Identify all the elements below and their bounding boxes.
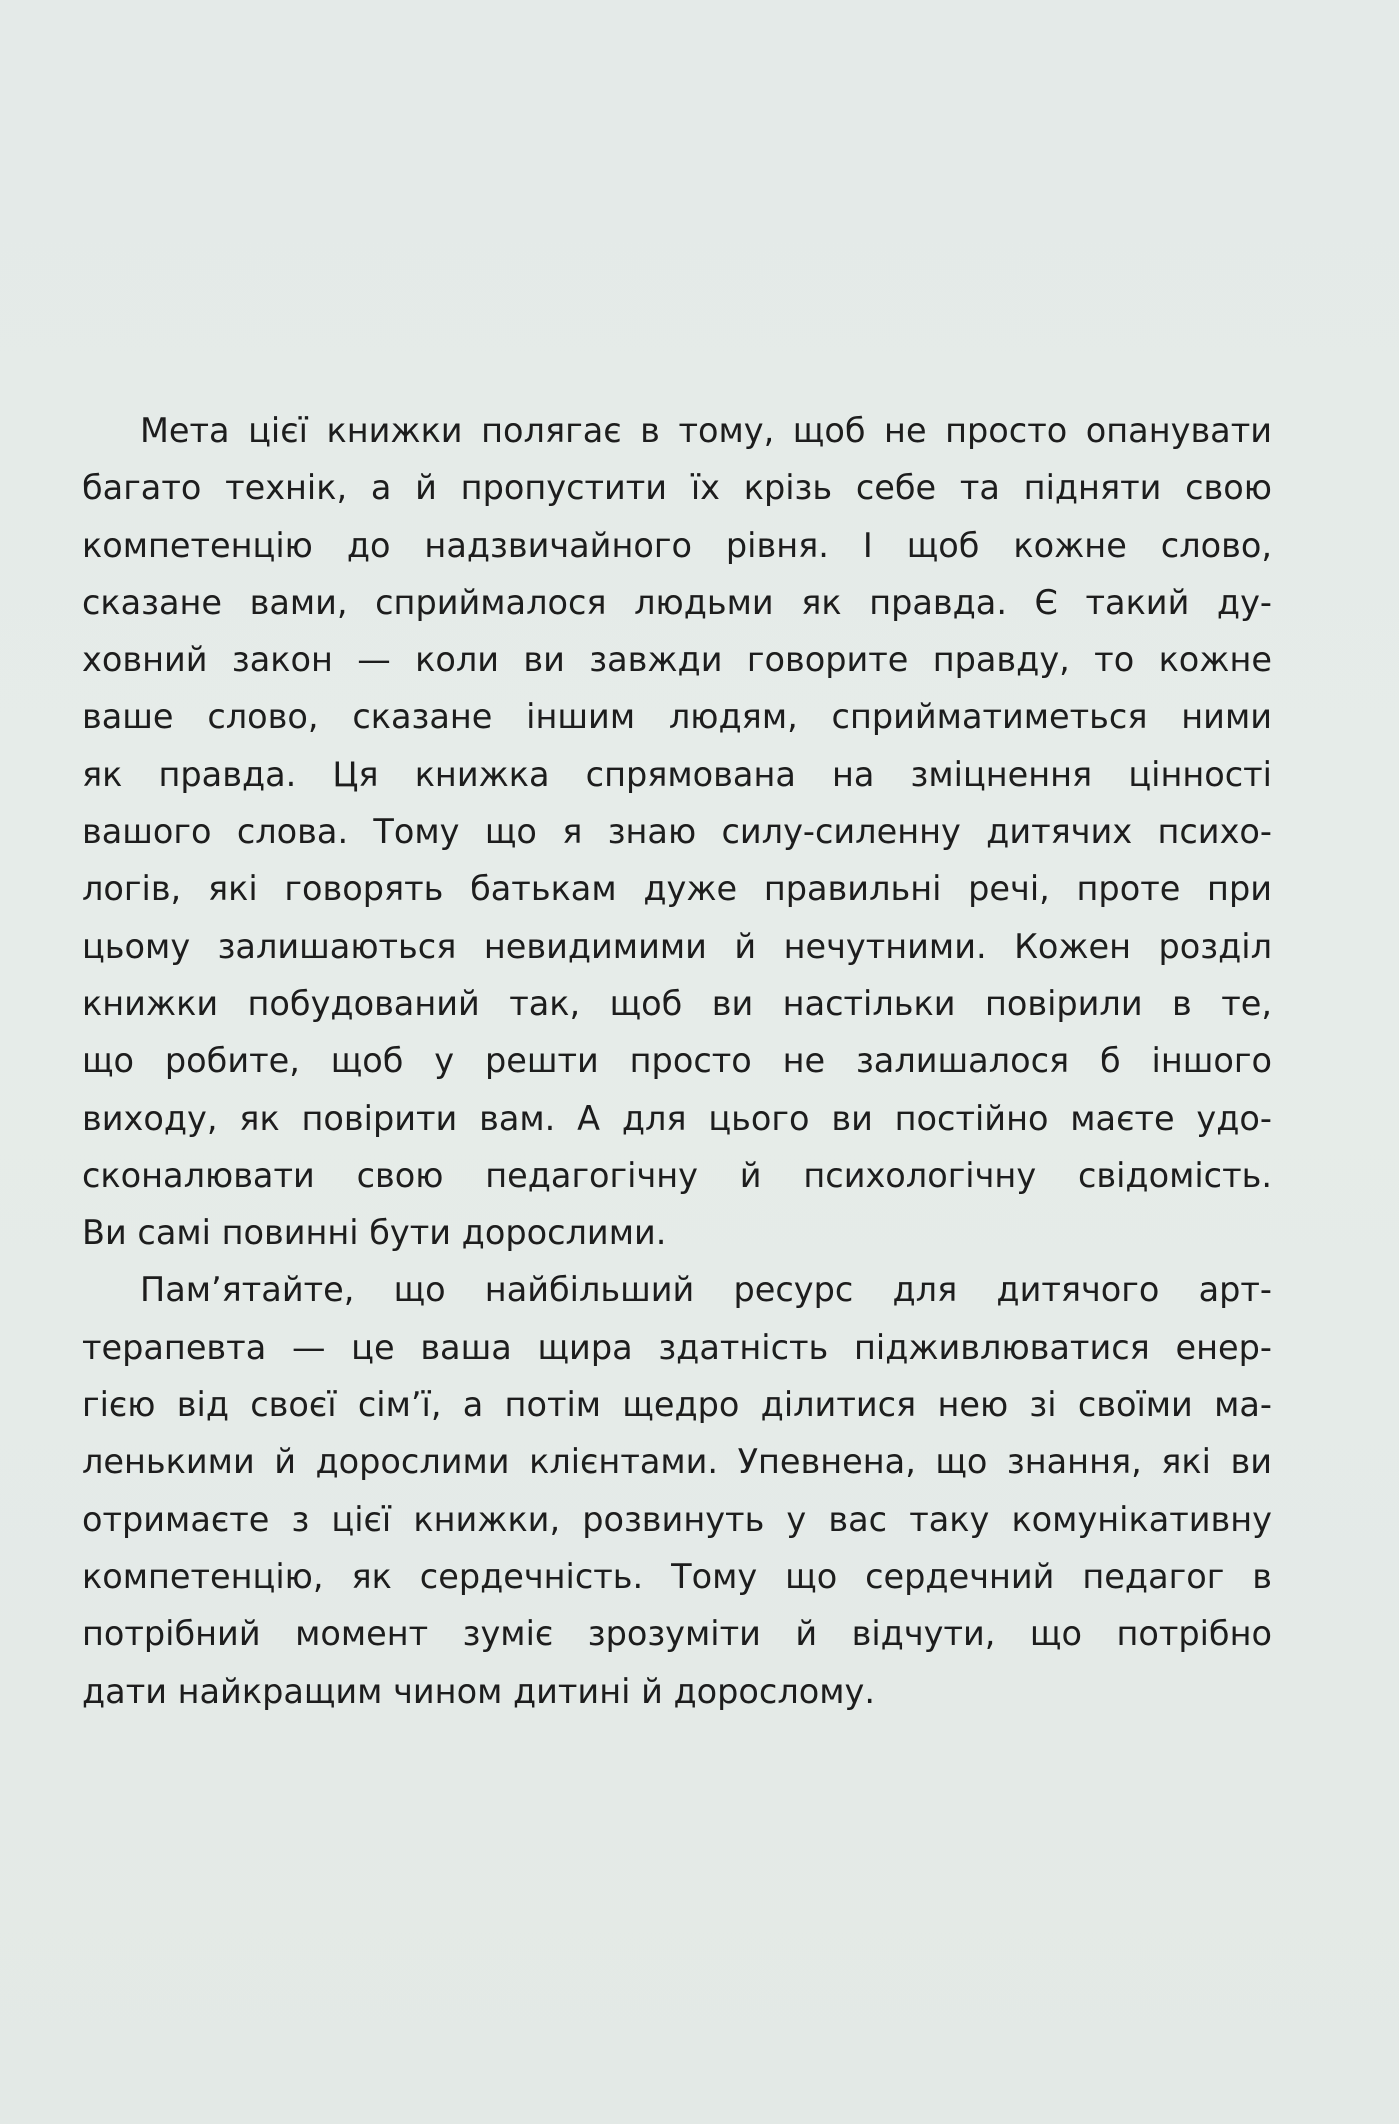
text-line: ховний закон — коли ви завжди говорите правду, то кожне bbox=[82, 640, 1272, 680]
text-line: багато технік, а й пропустити їх крізь себе та підняти свою bbox=[82, 468, 1272, 508]
text-line: гією від своєї сім’ї, а потім щедро ділитися нею зі своїми ма- bbox=[82, 1385, 1272, 1425]
text-line: потрібний момент зуміє зрозуміти й відчути, що потрібно bbox=[82, 1614, 1272, 1654]
text-line: ленькими й дорослими клієнтами. Упевнена, що знання, які ви bbox=[82, 1442, 1272, 1482]
text-line: сказане вами, сприймалося людьми як правда. Є такий ду- bbox=[82, 582, 1272, 622]
paragraph-1 bbox=[82, 402, 1272, 1261]
paragraph-2 bbox=[82, 1261, 1272, 1719]
text-line: дати найкращим чином дитині й дорослому. bbox=[82, 1671, 875, 1711]
text-line: компетенцію до надзвичайного рівня. І щоб кожне слово, bbox=[82, 525, 1272, 565]
body-text bbox=[82, 402, 1272, 1720]
text-line: книжки побудований так, щоб ви настільки повірили в те, bbox=[82, 983, 1272, 1023]
text-line: як правда. Ця книжка спрямована на зміцнення цінності bbox=[82, 754, 1272, 794]
text-line: Мета цієї книжки полягає в тому, щоб не просто опанувати bbox=[140, 411, 1272, 450]
text-line: сконалювати свою педагогічну й психологічну свідомість. bbox=[82, 1155, 1272, 1195]
text-line: Пам’ятайте, що найбільший ресурс для дитячого арт- bbox=[140, 1270, 1272, 1310]
text-line: вашого слова. Тому що я знаю силу-силенну дитячих психо- bbox=[82, 812, 1272, 852]
text-line: компетенцію, як сердечність. Тому що сердечний педагог в bbox=[82, 1556, 1272, 1596]
text-line: що робите, щоб у решти просто не залишалося б іншого bbox=[82, 1041, 1272, 1081]
text-line: ваше слово, сказане іншим людям, сприйматиметься ними bbox=[82, 697, 1272, 737]
text-line: терапевта — це ваша щира здатність підживлюватися енер- bbox=[82, 1327, 1272, 1367]
text-line: цьому залишаються невидимими й нечутними. Кожен розділ bbox=[82, 926, 1272, 966]
text-line: Ви самі повинні бути дорослими. bbox=[82, 1213, 667, 1253]
text-line: виходу, як повірити вам. А для цього ви постійно маєте удо- bbox=[82, 1098, 1272, 1138]
text-line: логів, які говорять батькам дуже правильні речі, проте при bbox=[82, 869, 1272, 909]
text-line: отримаєте з цієї книжки, розвинуть у вас таку комунікативну bbox=[82, 1499, 1272, 1539]
